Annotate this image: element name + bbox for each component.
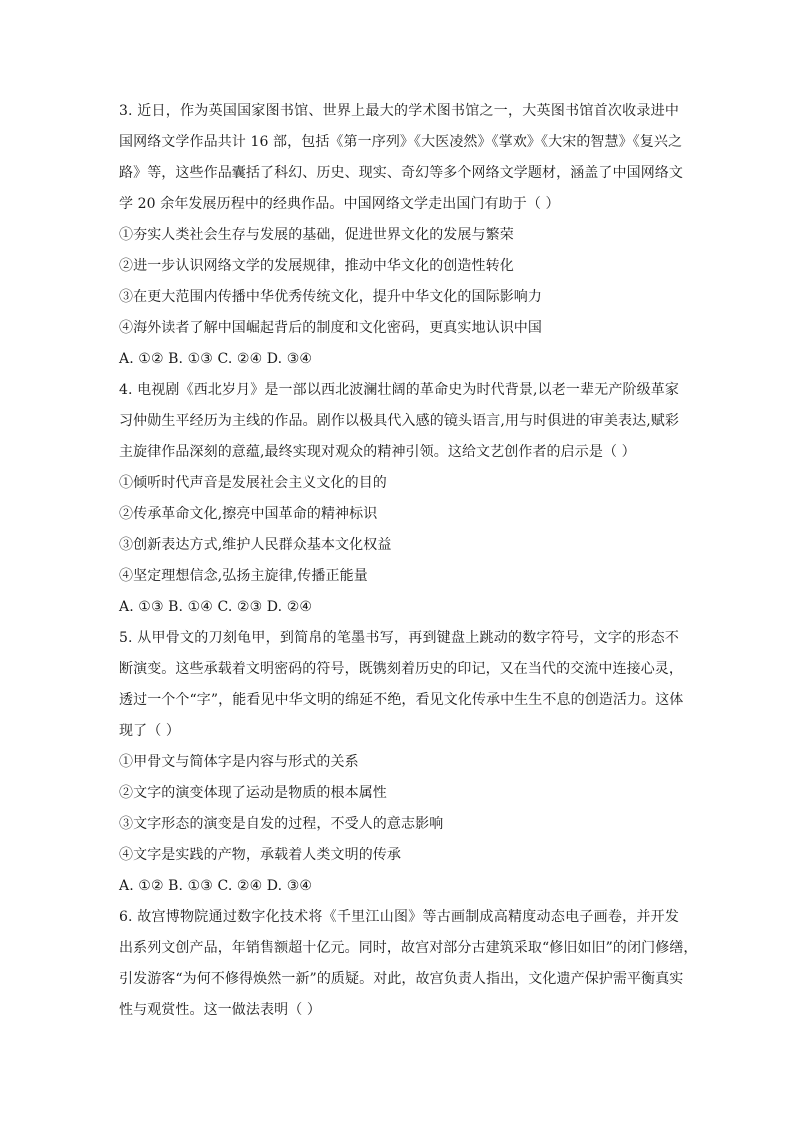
question-5-stem-line-1: 5. 从甲骨文的刀刻龟甲，到简帛的笔墨书写，再到键盘上跳动的数字符号，文字的形态不: [119, 630, 679, 646]
question-4-option-1: ①倾听时代声音是发展社会主义文化的目的: [119, 475, 387, 491]
question-4-option-4: ④坚定理想信念,弘扬主旋律,传播正能量: [119, 568, 368, 584]
question-5-choices: A. ①② B. ①③ C. ②④ D. ③④: [119, 878, 312, 894]
question-3-choices: A. ①② B. ①③ C. ②④ D. ③④: [119, 351, 312, 367]
question-4: [119, 375, 679, 623]
question-5-option-3: ③文字形态的演变是自发的过程，不受人的意志影响: [119, 816, 444, 832]
question-6-stem-line-2: 出系列文创产品，年销售额超十亿元。同时，故宫对部分古建筑采取“修旧如旧”的闭门修缮，: [119, 940, 698, 956]
question-4-stem-line-2: 习仲勋生平经历为主线的作品。剧作以极具代入感的镜头语言,用与时俱进的审美表达,赋彩: [119, 413, 679, 429]
question-4-stem-line-3: 主旋律作品深刻的意蕴,最终实现对观众的精神引领。这给文艺创作者的启示是（ ）: [119, 444, 636, 460]
question-5: [119, 623, 684, 902]
question-3-stem-line-4: 学 20 余年发展历程中的经典作品。中国网络文学走出国门有助于（ ）: [119, 196, 560, 212]
question-4-option-3: ③创新表达方式,维护人民群众基本文化权益: [119, 537, 392, 553]
question-5-stem-line-2: 断演变。这些承载着文明密码的符号，既镌刻着历史的印记，又在当代的交流中连接心灵，: [119, 661, 683, 677]
question-4-option-2: ②传承革命文化,擦亮中国革命的精神标识: [119, 506, 378, 522]
question-3-stem-line-1: 3. 近日，作为英国国家图书馆、世界上最大的学术图书馆之一，大英图书馆首次收录进中: [119, 103, 679, 119]
question-3-stem-line-2: 国网络文学作品共计 16 部，包括《第一序列》《大医凌然》《掌欢》《大宋的智慧》《复兴之: [119, 134, 683, 150]
question-5-option-1: ①甲骨文与简体字是内容与形式的关系: [119, 754, 359, 770]
question-5-stem-line-4: 现了（ ）: [119, 723, 180, 739]
question-6-stem-line-1: 6. 故宫博物院通过数字化技术将《千里江山图》等古画制成高精度动态电子画卷，并开发: [119, 909, 679, 925]
question-3-option-3: ③在更大范围内传播中华优秀传统文化，提升中华文化的国际影响力: [119, 289, 542, 305]
question-3-option-2: ②进一步认识网络文学的发展规律，推动中华文化的创造性转化: [119, 258, 514, 274]
question-6-stem-line-3: 引发游客“为何不修得焕然一新”的质疑。对此，故宫负责人指出，文化遗产保护需平衡真实: [119, 971, 684, 987]
question-3-stem-line-3: 路》等，这些作品囊括了科幻、历史、现实、奇幻等多个网络文学题材，涵盖了中国网络文: [119, 165, 683, 181]
question-6: [119, 902, 698, 1026]
exam-page: [119, 96, 698, 1026]
question-6-stem-line-4: 性与观赏性。这一做法表明（ ）: [119, 1002, 321, 1018]
question-3-option-4: ④海外读者了解中国崛起背后的制度和文化密码，更真实地认识中国: [119, 320, 542, 336]
question-5-option-4: ④文字是实践的产物，承载着人类文明的传承: [119, 847, 401, 863]
question-4-stem-line-1: 4. 电视剧《西北岁月》是一部以西北波澜壮阔的革命史为时代背景,以老一辈无产阶级革家: [119, 382, 679, 398]
question-5-option-2: ②文字的演变体现了运动是物质的根本属性: [119, 785, 387, 801]
question-4-choices: A. ①③ B. ①④ C. ②③ D. ②④: [119, 599, 312, 615]
question-3-option-1: ①夯实人类社会生存与发展的基础，促进世界文化的发展与繁荣: [119, 227, 514, 243]
question-5-stem-line-3: 透过一个个“字”，能看见中华文明的绵延不绝，看见文化传承中生生不息的创造活力。这体: [119, 692, 684, 708]
question-3: [119, 96, 683, 375]
